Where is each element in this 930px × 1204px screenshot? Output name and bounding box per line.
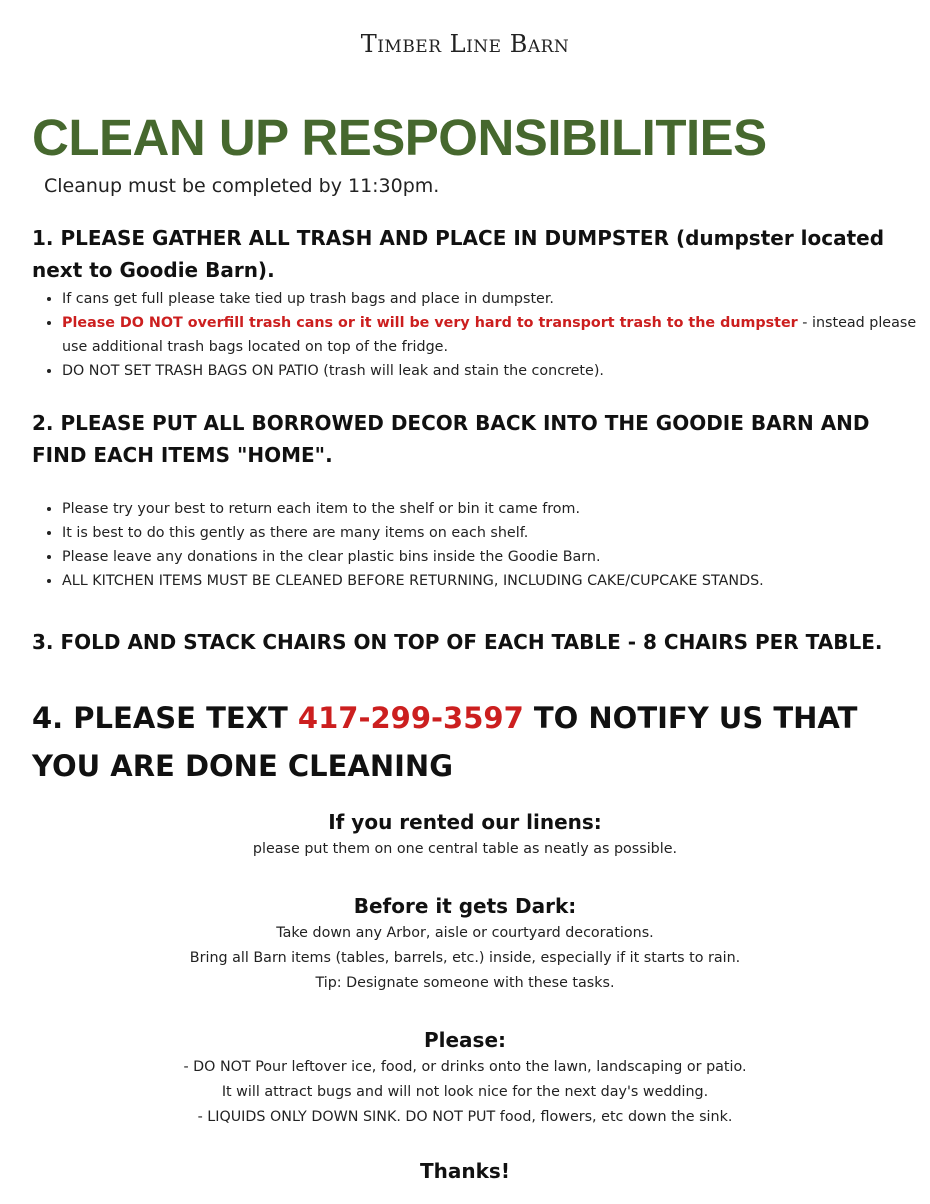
- list-item: • It is best to do this gently as there are many items on each shelf.: [62, 521, 922, 545]
- dark-line: Bring all Barn items (tables, barrels, etc.) inside, especially if it starts to rain.: [189, 950, 741, 966]
- section-3-heading: 3. FOLD AND STACK CHAIRS ON TOP OF EACH TABLE - 8 CHAIRS PER TABLE.: [32, 630, 883, 654]
- list-item: • If cans get full please take tied up trash bags and place in dumpster.: [62, 287, 922, 311]
- thanks-block: [0, 1156, 930, 1186]
- please-heading: Please:: [423, 1028, 507, 1052]
- list-item: • DO NOT SET TRASH BAGS ON PATIO (trash will leak and stain the concrete).: [62, 359, 922, 383]
- subtitle: Cleanup must be completed by 11:30pm.: [44, 175, 440, 197]
- dark-line: Tip: Designate someone with these tasks.: [315, 975, 615, 991]
- please-line: - LIQUIDS ONLY DOWN SINK. DO NOT PUT food, flowers, etc down the sink.: [197, 1109, 733, 1125]
- section-4-prefix: 4. PLEASE TEXT: [32, 701, 298, 735]
- list-item: • Please try your best to return each item to the shelf or bin it came from.: [62, 497, 922, 521]
- linens-line: please put them on one central table as neatly as possible.: [252, 841, 678, 857]
- section-1-heading-extra: (dumpster located next to Goodie Barn).: [32, 226, 885, 282]
- please-block: [0, 1025, 930, 1130]
- dark-block: [0, 891, 930, 996]
- list-item: [62, 311, 922, 359]
- dark-line: Take down any Arbor, aisle or courtyard decorations.: [276, 925, 654, 941]
- linens-block: [0, 807, 930, 862]
- section-1-heading: [32, 222, 902, 286]
- section-2-heading: 2. PLEASE PUT ALL BORROWED DECOR BACK INTO THE GOODIE BARN AND FIND EACH ITEMS "HOME".: [32, 411, 870, 467]
- list-item: • Please leave any donations in the clear plastic bins inside the Goodie Barn.: [62, 545, 922, 569]
- section-4-heading: [32, 694, 912, 790]
- list-item-text: - instead please use additional trash bags located on top of the fridge.: [62, 315, 917, 355]
- phone-number: 417-299-3597: [297, 701, 524, 735]
- list-item: • ALL KITCHEN ITEMS MUST BE CLEANED BEFORE RETURNING, INCLUDING CAKE/CUPCAKE STANDS.: [62, 569, 922, 593]
- please-line: It will attract bugs and will not look nice for the next day's wedding.: [221, 1084, 709, 1100]
- page-title: CLEAN UP RESPONSIBILITIES: [32, 109, 767, 166]
- section-1-heading-main: 1. PLEASE GATHER ALL TRASH AND PLACE IN DUMPSTER: [32, 226, 669, 250]
- section-1-list: [38, 287, 922, 383]
- section-2-list: [38, 497, 922, 593]
- section-4-suffix: TO NOTIFY US THAT YOU ARE DONE CLEANING: [32, 701, 858, 783]
- logo: Timber Line Barn: [360, 30, 570, 58]
- warning-text: Please DO NOT overfill trash cans or it will be very hard to transport trash to the dumpster: [62, 315, 798, 331]
- thanks-heading: Thanks!: [420, 1159, 510, 1183]
- dark-heading: Before it gets Dark:: [353, 894, 577, 918]
- please-line: - DO NOT Pour leftover ice, food, or drinks onto the lawn, landscaping or patio.: [183, 1059, 747, 1075]
- linens-heading: If you rented our linens:: [328, 810, 602, 834]
